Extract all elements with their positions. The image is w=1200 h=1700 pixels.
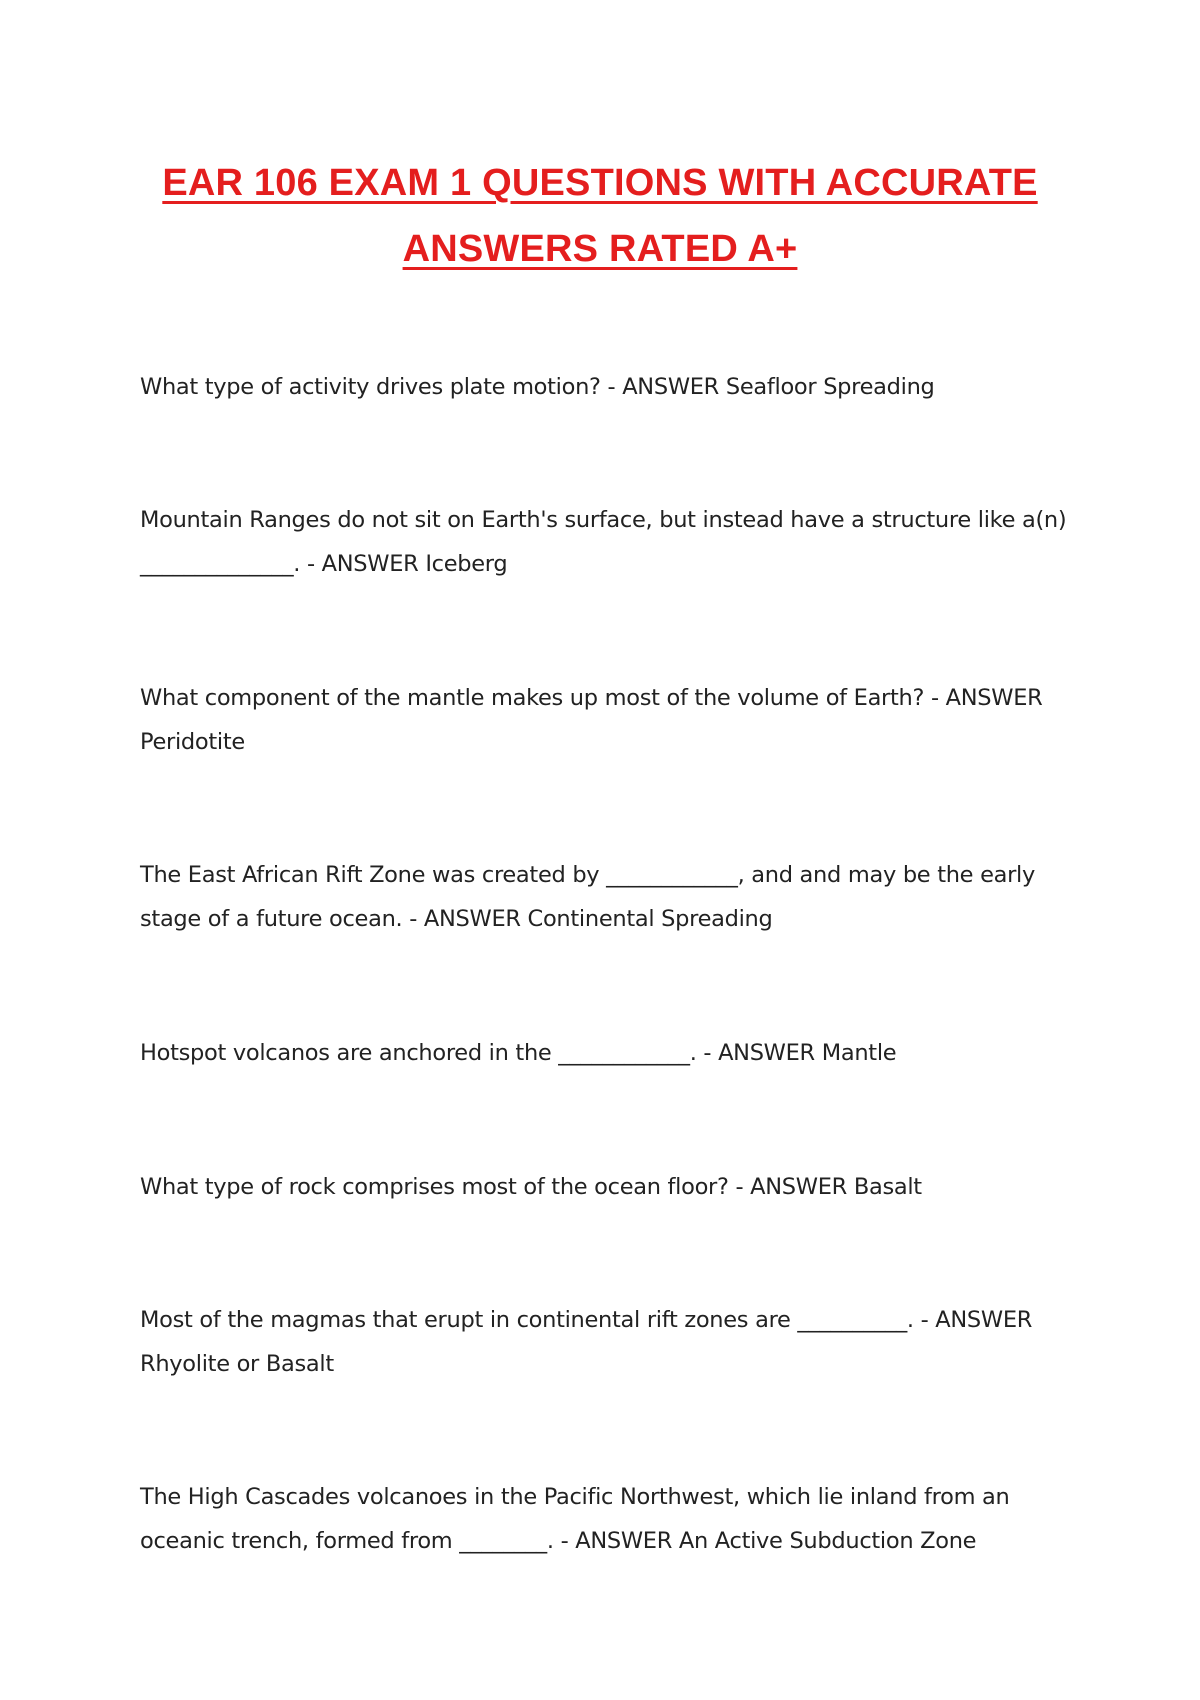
title-line-1: EAR 106 EXAM 1 QUESTIONS WITH ACCURATE: [162, 162, 1038, 204]
title-line-2: ANSWERS RATED A+: [402, 228, 798, 270]
qa-entry-5: Hotspot volcanos are anchored in the ____________. - ANSWER Mantle: [140, 1040, 897, 1066]
qa-entry-8: The High Cascades volcanoes in the Pacific Northwest, which lie inland from an oceanic trench, formed from ________. - ANSWER An Active Subduction Zone: [140, 1484, 1010, 1554]
qa-entry-2: Mountain Ranges do not sit on Earth's surface, but instead have a structure like a(n) ______________. - ANSWER Iceberg: [140, 507, 1067, 577]
qa-entry-3: What component of the mantle makes up most of the volume of Earth? - ANSWER Peridotite: [140, 685, 1043, 755]
qa-entry-4: The East African Rift Zone was created by ____________, and and may be the early stage of a future ocean. - ANSWER Continental Spreading: [140, 862, 1036, 932]
qa-entry-7: Most of the magmas that erupt in continental rift zones are __________. - ANSWER Rhyolite or Basalt: [140, 1307, 1033, 1377]
qa-entry-1: What type of activity drives plate motion? - ANSWER Seafloor Spreading: [140, 374, 935, 400]
qa-entry-6: What type of rock comprises most of the ocean floor? - ANSWER Basalt: [140, 1174, 922, 1200]
document-title: [120, 150, 1080, 282]
